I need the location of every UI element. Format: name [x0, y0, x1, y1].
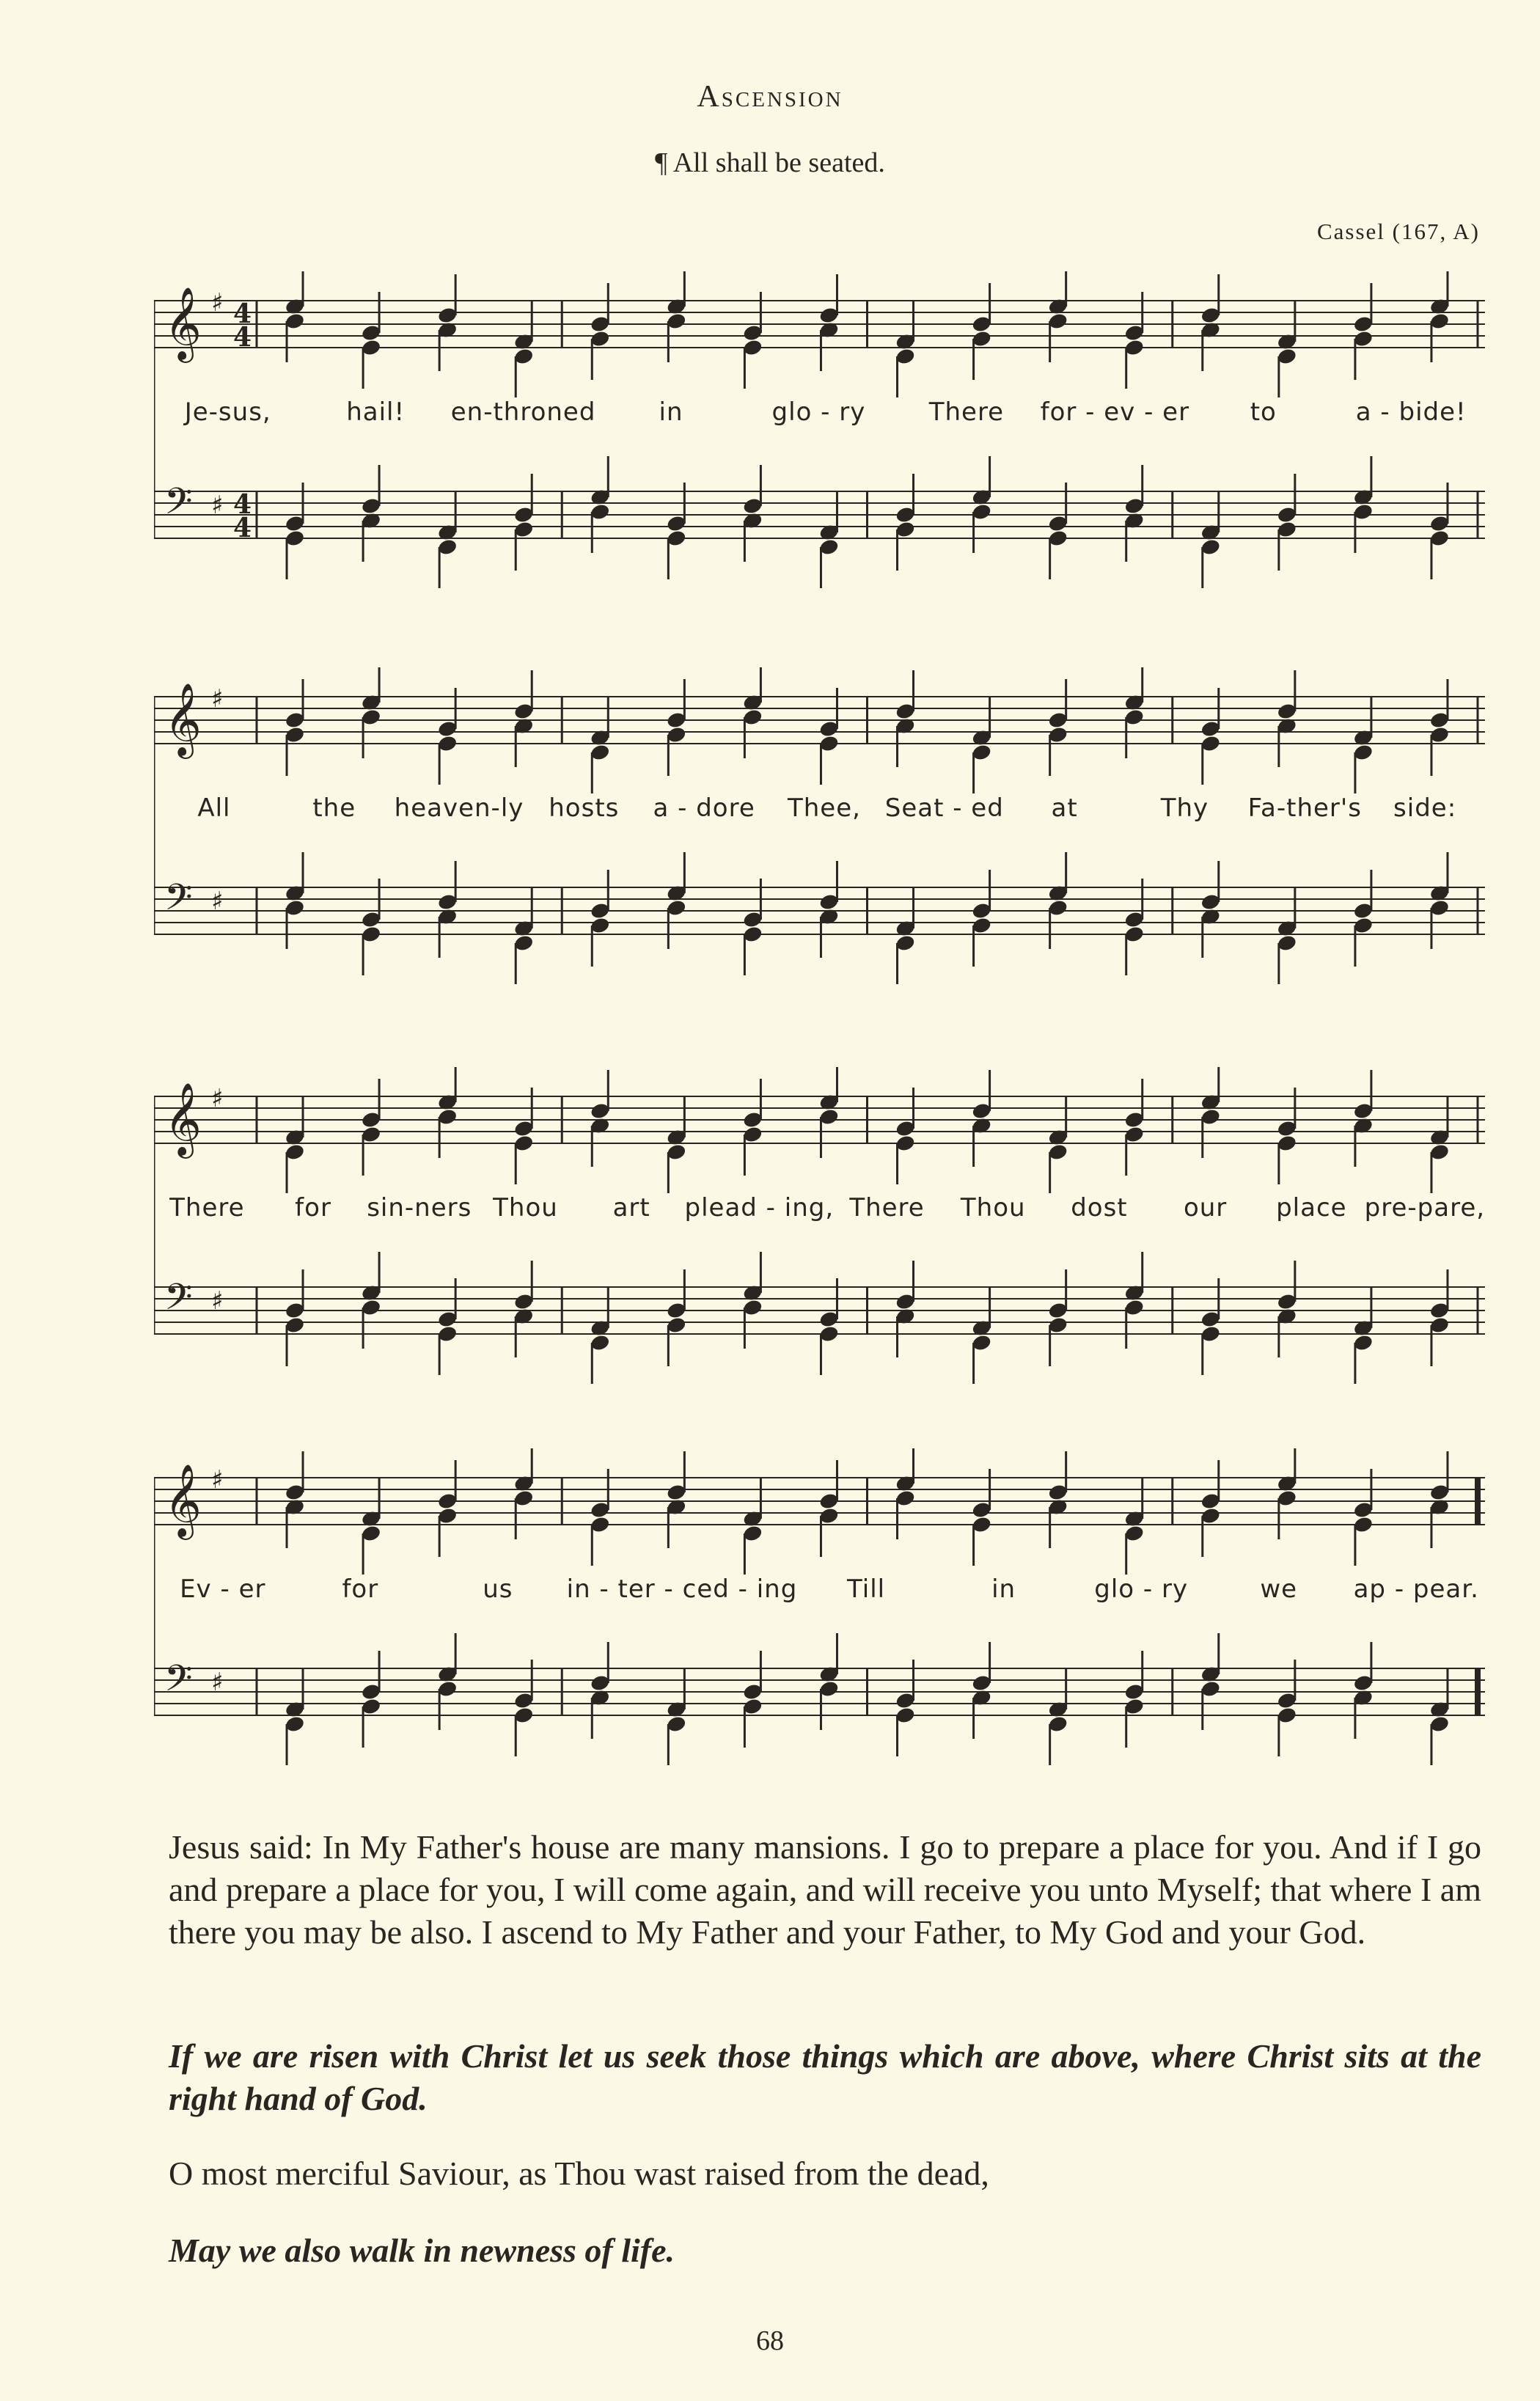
lyric-syllable: Thou	[493, 1193, 558, 1223]
lyric-syllable: Ev - er	[180, 1575, 266, 1604]
lyric-syllable: the	[312, 793, 356, 823]
lyric-syllable: a - bide!	[1355, 397, 1467, 427]
lyrics-line-1	[154, 397, 1485, 427]
music-system-3	[154, 1067, 1485, 1412]
sharp-icon: ♯	[211, 288, 224, 318]
music-system-4	[154, 1448, 1485, 1793]
music-notation	[154, 667, 1485, 1012]
sharp-icon: ♯	[211, 684, 224, 714]
lyric-syllable: in - ter - ced - ing	[566, 1575, 798, 1604]
lyric-syllable: en-throned	[450, 397, 596, 427]
lyric-syllable: us	[483, 1575, 513, 1604]
time-signature: 4	[233, 298, 252, 329]
scripture-text: Jesus said: In My Father's house are many mansions. I go to prepare a place for you. And if I go and prepare a place for you, I will come again, and will receive you unto Myself; that where I am there you may be also. I ascend to My Father and your Father, to My God and your God.	[169, 1828, 1481, 1951]
time-signature: 4	[233, 513, 252, 543]
lyric-syllable: There	[169, 1193, 245, 1223]
lyric-syllable: at	[1051, 793, 1078, 823]
lyrics-line-4	[154, 1575, 1485, 1604]
lyric-syllable: art	[612, 1193, 650, 1223]
lyric-syllable: plead - ing,	[684, 1193, 835, 1223]
sharp-icon: ♯	[211, 1465, 224, 1495]
page-number: 68	[756, 2325, 784, 2356]
bass-clef-icon: 𝄢	[164, 480, 193, 532]
sharp-icon: ♯	[211, 1668, 224, 1697]
lyric-syllable: hail!	[346, 397, 406, 427]
response-text-2: May we also walk in newness of life.	[169, 2232, 675, 2269]
lyric-syllable: we	[1260, 1575, 1298, 1604]
lyric-syllable: Je-sus,	[184, 397, 271, 427]
lyric-syllable: for - ev - er	[1040, 397, 1190, 427]
response-text: If we are risen with Christ let us seek those things which are above, where Christ sits at the right hand of God.	[169, 2037, 1481, 2117]
lyric-syllable: sin-ners	[367, 1193, 472, 1223]
lyric-syllable: Thy	[1160, 793, 1209, 823]
lyric-syllable: glo - ry	[771, 397, 866, 427]
lyric-syllable: hosts	[549, 793, 620, 823]
music-system-1	[154, 271, 1485, 616]
lyric-syllable: ap - pear.	[1353, 1575, 1479, 1604]
lyric-syllable: Till	[847, 1575, 886, 1604]
treble-clef-icon: 𝄞	[164, 1082, 202, 1156]
sharp-icon: ♯	[211, 491, 224, 520]
lyric-syllable: for	[295, 1193, 331, 1223]
music-notation	[154, 271, 1485, 616]
lyric-syllable: There	[928, 397, 1005, 427]
lyrics-line-3	[154, 1193, 1485, 1223]
tune-name: Cassel (167, A)	[1316, 219, 1480, 244]
treble-clef-icon: 𝄞	[164, 287, 202, 360]
lyric-syllable: pre-pare,	[1364, 1193, 1486, 1223]
bass-clef-icon: 𝄢	[164, 1276, 193, 1327]
lyric-syllable: Thou	[960, 1193, 1026, 1223]
lyric-syllable: place	[1276, 1193, 1347, 1223]
sharp-icon: ♯	[211, 1286, 224, 1316]
lyric-syllable: dost	[1071, 1193, 1128, 1223]
page-title: Ascension	[697, 80, 843, 114]
treble-clef-icon: 𝄞	[164, 683, 202, 756]
rubric: ¶ All shall be seated.	[655, 147, 885, 178]
lyric-syllable: heaven-ly	[394, 793, 524, 823]
lyric-syllable: in	[991, 1575, 1016, 1604]
lyric-syllable: to	[1250, 397, 1277, 427]
lyric-syllable: Thee,	[787, 793, 861, 823]
sharp-icon: ♯	[211, 887, 224, 916]
lyric-syllable: glo - ry	[1094, 1575, 1189, 1604]
music-notation	[154, 1448, 1485, 1793]
lyric-syllable: for	[342, 1575, 379, 1604]
lyric-syllable: side:	[1393, 793, 1457, 823]
lyric-syllable: All	[197, 793, 231, 823]
lyric-syllable: our	[1183, 1193, 1228, 1223]
treble-clef-icon: 𝄞	[164, 1464, 202, 1537]
music-system-2	[154, 667, 1485, 1012]
time-signature: 4	[233, 489, 252, 520]
versicle-text: O most merciful Saviour, as Thou wast raised from the dead,	[169, 2155, 989, 2192]
sharp-icon: ♯	[211, 1084, 224, 1113]
lyric-syllable: Fa-ther's	[1247, 793, 1362, 823]
bass-clef-icon: 𝄢	[164, 876, 193, 928]
lyric-syllable: There	[849, 1193, 925, 1223]
lyric-syllable: Seat - ed	[884, 793, 1004, 823]
bass-clef-icon: 𝄢	[164, 1657, 193, 1709]
time-signature: 4	[233, 322, 252, 353]
music-notation	[154, 1067, 1485, 1412]
lyric-syllable: a - dore	[653, 793, 755, 823]
lyric-syllable: in	[659, 397, 683, 427]
lyrics-line-2	[154, 793, 1485, 823]
